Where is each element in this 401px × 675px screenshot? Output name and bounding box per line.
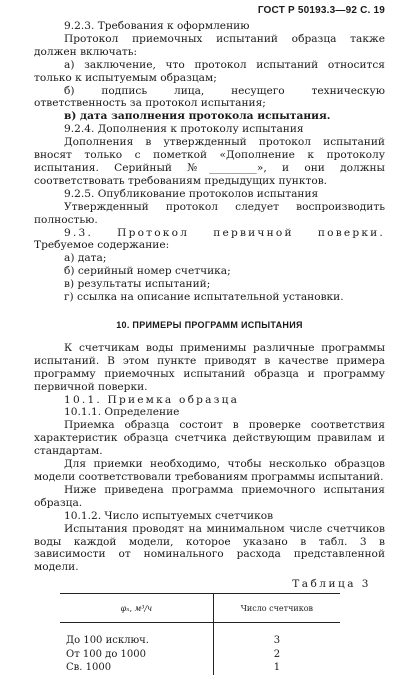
section-title: 10. ПРИМЕРЫ ПРОГРАММ ИСПЫТАНИЯ: [116, 319, 303, 330]
subsection-heading: 9.2.5. Опубликование протоколов испытания: [64, 187, 319, 200]
paragraph: Утвержденный протокол следует воспроизводить полностью.: [34, 200, 385, 226]
column-header-flow: φₙ, м³/ч: [60, 594, 213, 623]
list-item: г) ссылка на описание испытательной установки.: [64, 291, 344, 304]
cell-count: 3: [213, 623, 340, 648]
subsection-heading: 10.1.2. Число испытуемых счетчиков: [64, 509, 274, 522]
paragraph: Протокол приемочных испытаний образца также должен включать:: [34, 32, 385, 58]
paragraph: К счетчикам воды применимы различные программы испытаний. В этом пункте приводят в качестве примера программу приемочных испытаний образца и программу первичной поверки.: [34, 341, 385, 393]
list-item: в) результаты испытаний;: [64, 278, 211, 291]
table-row: [60, 648, 340, 662]
list-item: б) серийный номер счетчика;: [64, 265, 231, 278]
list-item: в) дата заполнения протокола испытания.: [64, 110, 331, 123]
cell-range: От 100 до 1000: [66, 648, 146, 660]
subsection-heading: 9.2.4. Дополнения к протоколу испытания: [64, 123, 304, 136]
cell-range: До 100 исключ.: [66, 635, 149, 647]
paragraph: [34, 227, 385, 253]
cell-count: 2: [213, 648, 340, 662]
table-caption: Таблица 3: [292, 578, 371, 591]
list-item: а) дата;: [64, 252, 107, 265]
subsection-heading: 10.1.1. Определение: [64, 406, 180, 419]
paragraph: Приемка образца состоит в проверке соответствия характеристик образца счетчика действующим правилам и стандартам.: [34, 419, 385, 458]
paragraph-text: Требуемое содержание:: [34, 239, 170, 252]
document-body: [34, 20, 385, 675]
paragraph: Дополнения в утвержденный протокол испытаний вносят только с пометкой «Дополнение к протоколу испытания. Серийный №_________», и они должны соответствовать требованиям предыдущих пунктов.: [34, 136, 385, 187]
list-item: а) заключение, что протокол испытаний относится только к испытуемым образцам;: [34, 58, 385, 84]
spaced-heading: 9.3. Протокол первичной поверки.: [64, 226, 385, 239]
page-header: ГОСТ Р 50193.3—92 С. 19: [257, 5, 385, 16]
paragraph: Для приемки необходимо, чтобы несколько образцов модели соответствовали требованиям программы испытаний.: [34, 458, 385, 483]
table-row: [60, 623, 340, 648]
cell-count: 1: [213, 661, 340, 675]
paragraph: Ниже приведена программа приемочного испытания образца.: [34, 483, 385, 509]
meters-table: [60, 593, 340, 675]
list-item: б) подпись лица, несущего техническую ответственность за протокол испытания;: [34, 84, 385, 110]
cell-range: Св. 1000: [66, 662, 112, 674]
subsection-heading: 10.1. Приемка образца: [64, 393, 240, 406]
subsection-heading: 9.2.3. Требования к оформлению: [64, 20, 250, 32]
paragraph: Испытания проводят на минимальном числе счетчиков воды каждой модели, которое указано в табл. 3 в зависимости от номинального расхода представленной модели.: [34, 522, 385, 574]
table-row: [60, 661, 340, 675]
column-header-count: Число счетчиков: [213, 594, 340, 623]
